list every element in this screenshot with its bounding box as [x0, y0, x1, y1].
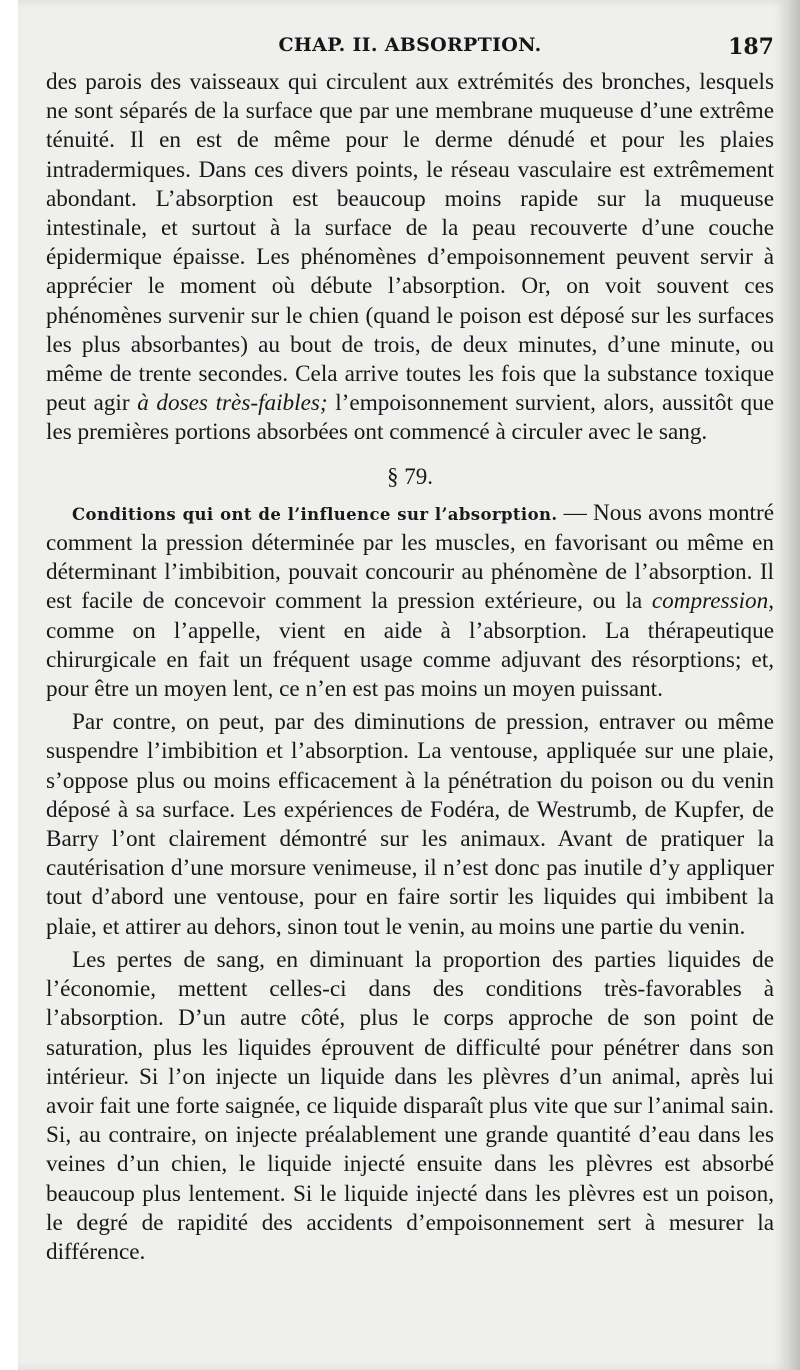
page-body: [46, 68, 774, 1267]
section-paragraph: [46, 499, 774, 704]
page-header: [46, 28, 774, 64]
paragraph-text: des parois des vaisseaux qui circulent aux extrémités des bronches, lesquels ne sont séparés de la surface que par une membrane muqueuse d’une extrême ténuité. Il en est de même pour le derme dénudé et pour les plaies intradermiques. Dans ces divers points, le réseau vasculaire est extrêmement abondant. L’absorption est beaucoup moins rapide sur la muqueuse intestinale, et surtout à la surface de la peau recouverte d’une couche épidermique épaisse. Les phénomènes d’empoisonnement peuvent servir à apprécier le moment où débute l’absorption. Or, on voit souvent ces phénomènes survenir sur le chien (quand le poison est déposé sur les surfaces les plus absorbantes) au bout de trois, de deux minutes, d’une minute, ou même de trente secondes. Cela arrive toutes les fois que la substance toxique peut agir: [46, 69, 774, 417]
page-number: 187: [728, 34, 774, 60]
italic-phrase: à doses très-faibles;: [137, 390, 328, 417]
book-page: [18, 0, 788, 1370]
page-edge-shadow: [788, 0, 800, 1370]
section-number: § 79.: [387, 463, 433, 489]
running-head: CHAP. II. ABSORPTION.: [278, 34, 542, 56]
italic-term: compression,: [651, 588, 774, 615]
paragraph-pertes-de-sang: Les pertes de sang, en diminuant la proportion des parties liquides de l’économie, mettent celles-ci dans des conditions très-favorables à l’absorption. D’un autre côté, plus le corps approche de son point de saturation, plus les liquides éprouvent de difficulté pour pénétrer dans son intérieur. Si l’on injecte un liquide dans les plèvres d’un animal, après lui avoir fait une forte saignée, ce liquide disparaît plus vite que sur l’animal sain. Si, au contraire, on injecte préalablement une grande quantité d’eau dans les veines d’un chien, le liquide injecté ensuite dans les plèvres est absorbé beaucoup plus lentement. Si le liquide injecté dans les plèvres est un poison, le degré de rapidité des accidents d’empoisonnement sert à mesurer la différence.: [46, 946, 774, 1265]
paragraph-text: comme on l’appelle, vient en aide à l’absorption. La thérapeutique chirurgicale en fait un fréquent usage comme adjuvant des résorptions; et, pour être un moyen lent, ce n’en est pas moins un moyen puissant.: [46, 617, 774, 703]
section-title: Conditions qui ont de l’influence sur l’absorption.: [72, 504, 558, 524]
paragraph-ventouse: Par contre, on peut, par des diminutions de pression, entraver ou même suspendre l’imbibition et l’absorption. La ventouse, appliquée sur une plaie, s’oppose plus ou moins efficacement à la pénétration du poison ou du venin déposé à sa surface. Les expériences de Fodéra, de Westrumb, de Kupfer, de Barry l’ont clairement démontré sur les animaux. Avant de pratiquer la cautérisation d’une morsure venimeuse, il n’est donc pas inutile d’y appliquer tout d’abord une ventouse, pour en faire sortir les liquides qui imbibent la plaie, et attirer au dehors, sinon tout le venin, au moins une partie du venin.: [46, 709, 774, 940]
paragraph-text: l’empoisonnement survient, alors, aussitôt que les premières portions absorbées ont commencé à circuler avec le sang.: [46, 390, 774, 446]
paragraph-text: — Nous avons montré comment la pression déterminée par les muscles, en favorisant ou même en déterminant l’imbibition, pouvait concourir au phénomène de l’absorption. Il est facile de concevoir comment la pression extérieure, ou la: [46, 499, 774, 615]
paragraph-continued: [46, 68, 774, 448]
